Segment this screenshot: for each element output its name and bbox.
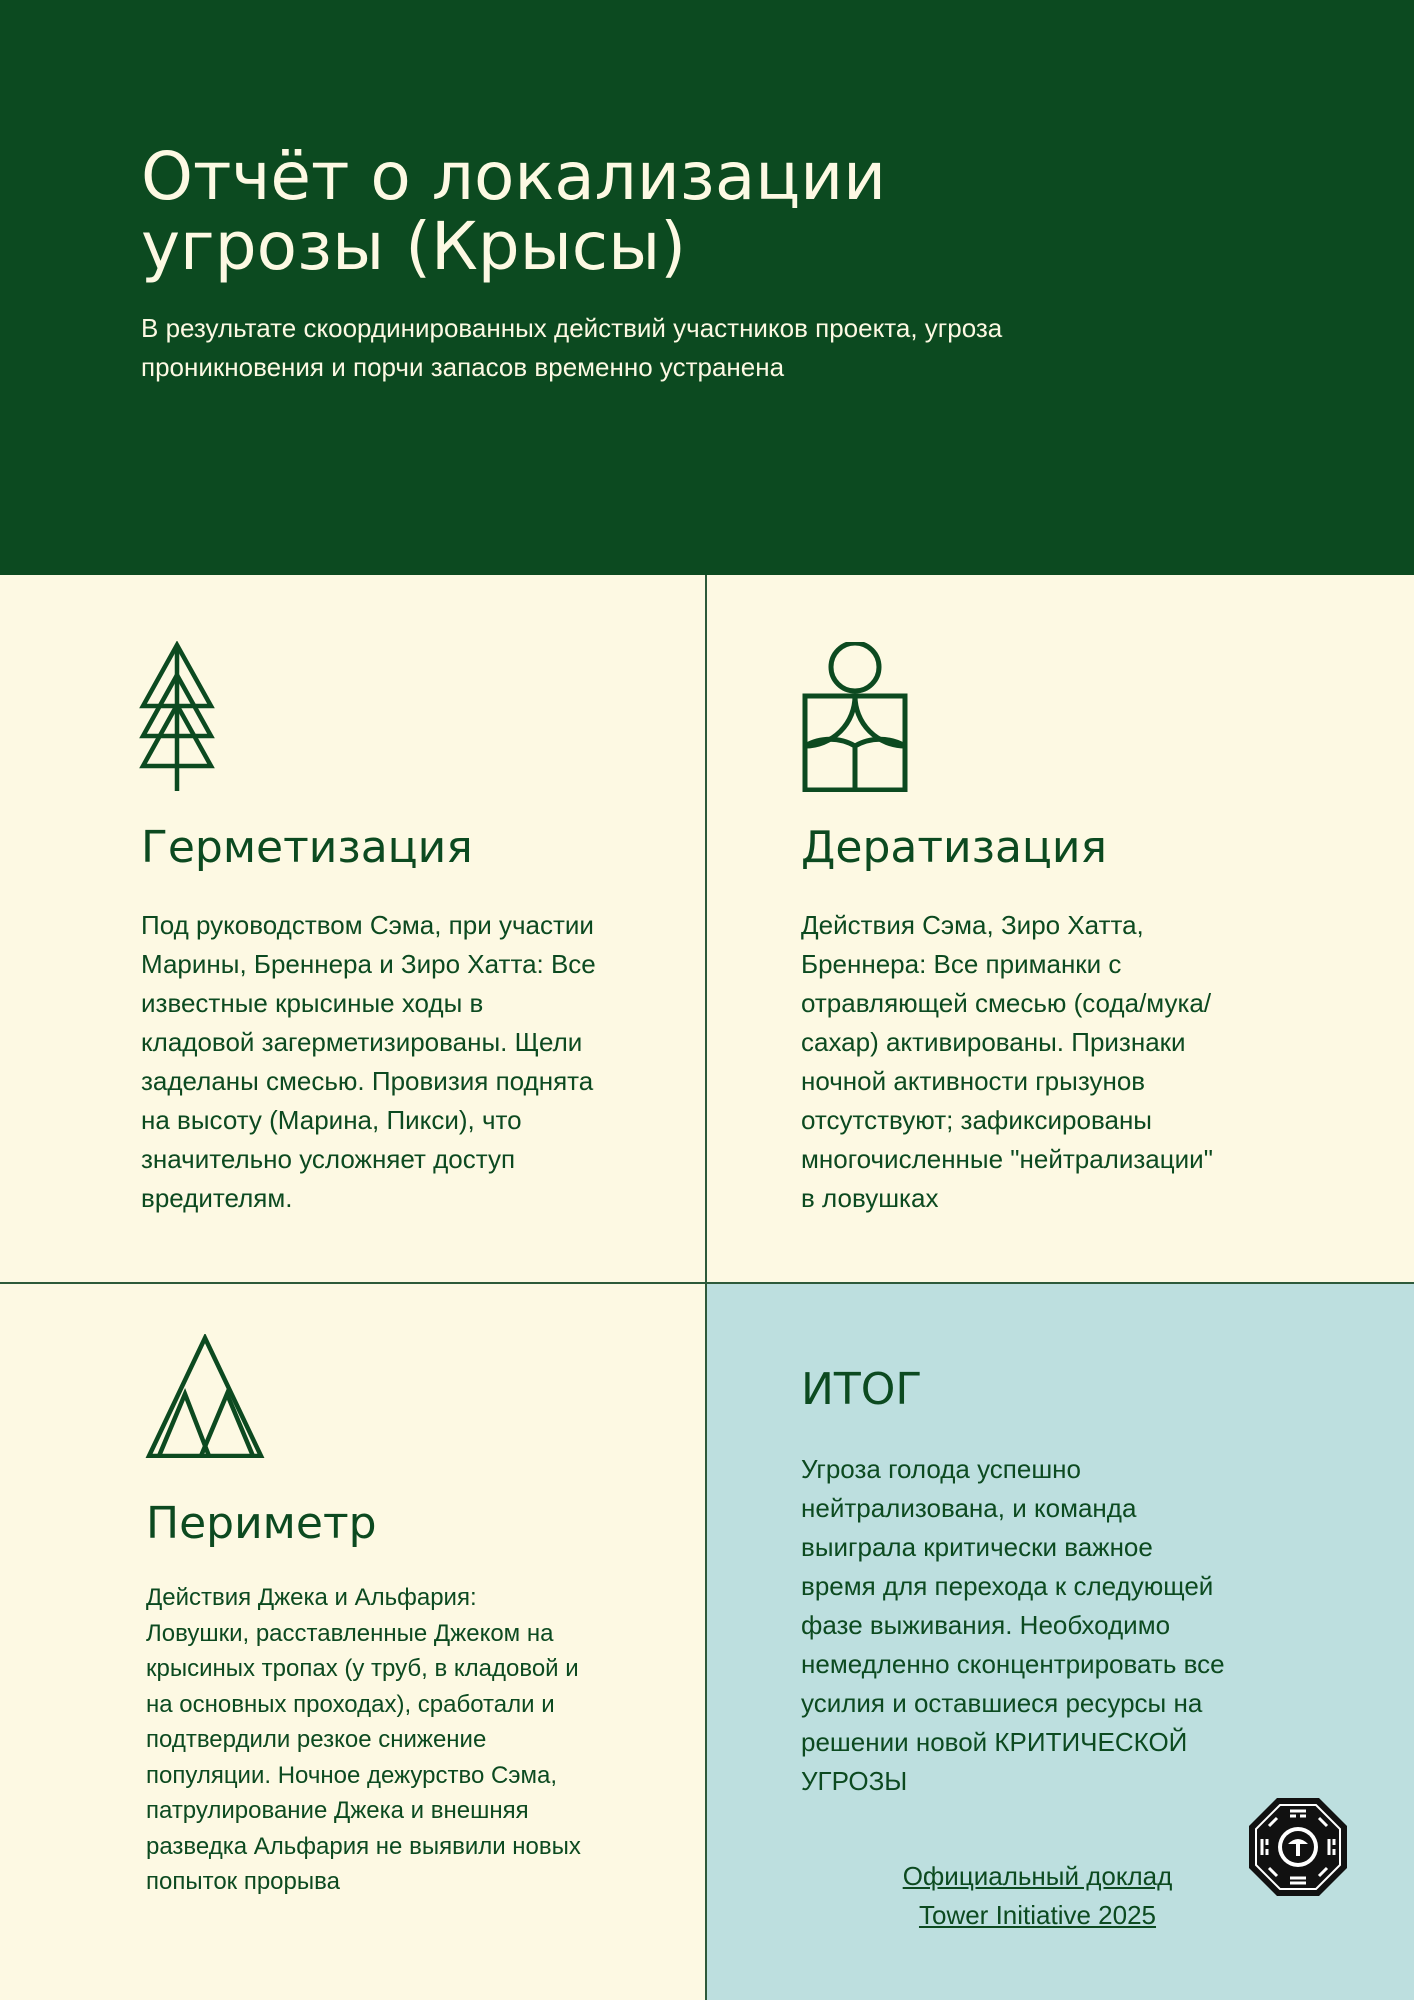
- text-line: подтвердили резкое снижение: [146, 1726, 487, 1753]
- grid-divider-vertical: [705, 575, 707, 2000]
- text-line: сахар) активированы. Признаки: [801, 1027, 1186, 1057]
- text-line: многочисленные "нейтрализации": [801, 1144, 1213, 1174]
- page-subtitle-line-1: В результате скоординированных действий участников проекта, угроза: [141, 313, 1003, 343]
- header-banner: [0, 0, 1414, 575]
- card-perimeter: [0, 1284, 706, 2000]
- card-text-sealing: [141, 906, 661, 1218]
- text-line: нейтрализована, и команда: [801, 1493, 1137, 1523]
- page-title-line-1: Отчёт о локализации: [141, 138, 886, 215]
- card-deratization: [707, 575, 1414, 1283]
- page-title-line-2: угрозы (Крысы): [141, 208, 686, 285]
- text-line: выиграла критически важное: [801, 1532, 1153, 1562]
- text-line: разведка Альфария не выявили новых: [146, 1832, 581, 1860]
- card-text-perimeter: [146, 1580, 666, 1900]
- text-line: отравляющей смесью (сода/мука/: [801, 988, 1212, 1018]
- page-subtitle: [141, 309, 1141, 387]
- card-sealing: [0, 575, 706, 1283]
- text-line: немедленно сконцентрировать все: [801, 1649, 1225, 1679]
- card-title-sealing: Герметизация: [141, 822, 473, 873]
- page-subtitle-line-2: проникновения и порчи запасов временно устранена: [141, 352, 785, 382]
- text-line: Угроза голода успешно: [801, 1454, 1081, 1484]
- pine-tree-icon: [137, 641, 217, 793]
- text-line: ночной активности грызунов: [801, 1066, 1146, 1096]
- text-line: фазе выживания. Необходимо: [801, 1610, 1171, 1640]
- text-line: отсутствуют; зафиксированы: [801, 1105, 1152, 1135]
- text-line: кладовой загерметизированы. Щели: [141, 1027, 583, 1057]
- text-line: Ловушки, расставленные Джеком на: [146, 1619, 554, 1647]
- card-title-deratization: Дератизация: [801, 822, 1107, 873]
- text-line: популяции. Ночное дежурство Сэма,: [146, 1761, 558, 1789]
- text-line: усилия и оставшиеся ресурсы на: [801, 1688, 1203, 1718]
- official-report-link-line-2[interactable]: Tower Initiative 2025: [918, 1900, 1157, 1930]
- text-line: Действия Сэма, Зиро Хатта,: [801, 910, 1144, 940]
- text-line: Марины, Бреннера и Зиро Хатта: Все: [141, 949, 596, 979]
- card-title-perimeter: Периметр: [146, 1498, 377, 1549]
- text-line: Действия Джека и Альфария:: [146, 1584, 477, 1611]
- text-line: Бреннера: Все приманки с: [801, 949, 1122, 979]
- card-title-summary: ИТОГ: [801, 1364, 923, 1415]
- text-line: вредителям.: [141, 1183, 293, 1213]
- text-line: УГРОЗЫ: [801, 1766, 908, 1796]
- text-line: крысиных тропах (у труб, в кладовой и: [146, 1655, 579, 1682]
- official-report-link[interactable]: [860, 1857, 1215, 1935]
- card-text-summary: [801, 1450, 1341, 1801]
- card-text-deratization: [801, 906, 1321, 1218]
- text-line: известные крысиные ходы в: [141, 988, 484, 1018]
- text-line: время для перехода к следующей: [801, 1571, 1214, 1601]
- text-line: патрулирование Джека и внешняя: [146, 1797, 529, 1824]
- grid-divider-horizontal: [0, 1282, 1414, 1284]
- text-line: заделаны смесью. Провизия поднята: [141, 1066, 594, 1096]
- text-line: значительно усложняет доступ: [141, 1144, 516, 1174]
- text-line: попыток прорыва: [146, 1868, 340, 1895]
- text-line: Под руководством Сэма, при участии: [141, 910, 594, 940]
- mountains-icon: [145, 1334, 265, 1458]
- text-line: решении новой КРИТИЧЕСКОЙ: [801, 1727, 1188, 1757]
- text-line: в ловушках: [801, 1183, 939, 1213]
- official-report-link-line-1[interactable]: Официальный доклад: [902, 1861, 1173, 1891]
- text-line: на основных проходах), сработали и: [146, 1690, 555, 1718]
- text-line: на высоту (Марина, Пикси), что: [141, 1105, 522, 1135]
- dharma-octagon-logo-icon: [1247, 1796, 1349, 1898]
- sprout-icon: [801, 642, 909, 792]
- page-title: [141, 138, 1041, 285]
